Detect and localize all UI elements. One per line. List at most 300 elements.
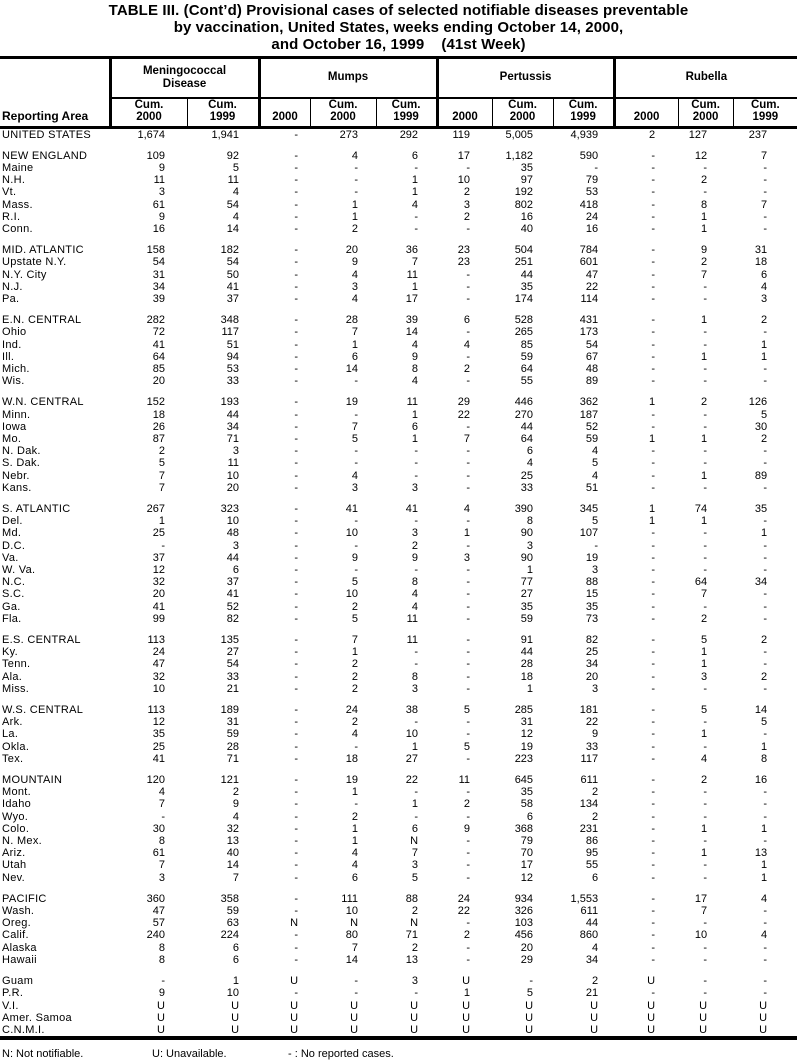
value-cell: 2 (411, 539, 419, 552)
value-cell: 34 (226, 420, 240, 433)
table-row (0, 1000, 797, 1012)
table-row (0, 613, 797, 625)
value-cell: - (651, 798, 656, 811)
value-cell: 31 (152, 268, 165, 281)
value-cell: 418 (579, 198, 599, 211)
value-cell: 2 (760, 314, 768, 327)
value-cell: - (294, 704, 299, 717)
value-cell: U (350, 1011, 359, 1024)
group-label-line: Disease (162, 77, 207, 90)
value-cell: - (294, 326, 299, 339)
value-cell: 64 (520, 362, 534, 375)
table-row (0, 954, 797, 966)
value-cell: U (590, 1023, 599, 1036)
value-cell: - (294, 810, 299, 823)
value-cell: - (466, 515, 471, 528)
value-cell: U (231, 999, 240, 1012)
value-cell: 44 (226, 551, 240, 564)
value-cell: 51 (585, 481, 599, 494)
table-row (0, 199, 797, 211)
value-cell: - (651, 670, 656, 683)
value-cell: 1 (526, 682, 534, 695)
value-cell: 4 (463, 502, 471, 515)
value-cell: - (294, 174, 299, 187)
value-cell: - (466, 716, 471, 729)
value-cell: - (294, 350, 299, 363)
value-cell: 36 (405, 244, 419, 257)
value-cell: - (763, 600, 768, 613)
value-cell: 189 (220, 704, 240, 717)
table-row (0, 601, 797, 613)
value-cell: 33 (226, 375, 240, 388)
value-cell: 1 (648, 432, 656, 445)
value-cell: 6 (351, 871, 359, 884)
value-cell: 54 (152, 256, 165, 269)
value-cell: 67 (585, 350, 599, 363)
value-cell: 4 (463, 338, 471, 351)
value-cell: 41 (152, 600, 165, 613)
value-cell: 29 (457, 396, 471, 409)
table-row (0, 1012, 797, 1024)
table-row (0, 893, 797, 905)
table-row (0, 256, 797, 268)
table-row (0, 552, 797, 564)
value-cell: 3 (158, 871, 165, 884)
col-label-line: 2000 (272, 111, 298, 123)
group-header-rubella (614, 58, 797, 98)
value-cell: 4 (351, 292, 359, 305)
value-cell: 95 (585, 847, 599, 860)
value-cell: 6 (591, 871, 599, 884)
value-cell: U (647, 999, 656, 1012)
value-cell: 3 (411, 859, 419, 872)
value-cell: N (410, 917, 419, 930)
reporting-area-cell: Nev. (2, 871, 26, 884)
table-row (0, 847, 797, 859)
value-cell: 52 (226, 600, 240, 613)
value-cell: - (703, 445, 708, 458)
reporting-area-cell: PACIFIC (2, 892, 47, 905)
value-cell: 6 (526, 810, 534, 823)
value-cell: 4 (411, 375, 419, 388)
value-cell: - (651, 953, 656, 966)
value-cell: - (294, 786, 299, 799)
value-cell: 44 (585, 917, 599, 930)
value-cell: - (294, 658, 299, 671)
value-cell: 5 (351, 576, 359, 589)
value-cell: 5 (700, 634, 708, 647)
value-cell: 390 (514, 502, 534, 515)
value-cell: - (703, 835, 708, 848)
value-cell: 9 (232, 798, 240, 811)
value-cell: 12 (152, 564, 165, 576)
value-cell: - (294, 432, 299, 445)
value-cell: 2 (351, 682, 359, 695)
value-cell: - (294, 929, 299, 942)
value-cell: 2 (700, 774, 708, 787)
value-cell: - (294, 280, 299, 293)
reporting-area-cell: Colo. (2, 822, 30, 835)
value-cell: 2 (232, 786, 240, 799)
value-cell: 51 (226, 338, 240, 351)
section-gap (0, 141, 797, 150)
value-cell: 1,674 (137, 128, 165, 141)
reporting-area-cell: D.C. (2, 539, 26, 552)
value-cell: 8 (411, 362, 419, 375)
value-cell: - (703, 362, 708, 375)
footnotes (0, 1048, 797, 1062)
col-label-line: Cum. (134, 98, 164, 111)
value-cell: 35 (585, 600, 599, 613)
value-cell: - (651, 375, 656, 388)
value-cell: 12 (694, 149, 708, 162)
col-label-line: 2000 (509, 111, 536, 123)
value-cell: - (466, 634, 471, 647)
value-cell: 802 (514, 198, 534, 211)
value-cell: 82 (585, 634, 599, 647)
value-cell: 27 (405, 752, 419, 765)
reporting-area-cell: Mich. (2, 362, 30, 375)
reporting-area-cell: W.N. CENTRAL (2, 396, 84, 409)
table-row (0, 244, 797, 256)
value-cell: 4 (232, 186, 240, 199)
value-cell: 8 (411, 576, 419, 589)
value-cell: - (466, 564, 471, 576)
value-cell: - (651, 917, 656, 930)
table-row (0, 375, 797, 387)
reporting-area-cell: Ind. (2, 338, 22, 351)
value-cell: - (294, 716, 299, 729)
value-cell: 1 (648, 396, 656, 409)
value-cell: 22 (457, 408, 471, 421)
value-cell: 2 (591, 786, 599, 799)
reporting-area-cell: Tenn. (2, 658, 31, 671)
value-cell: 14 (345, 362, 359, 375)
col-header-pertussis-cum-1999 (553, 98, 614, 128)
value-cell: 1,941 (211, 128, 240, 141)
col-header-men-cum-1999 (187, 98, 259, 128)
value-cell: 5 (526, 987, 534, 1000)
value-cell: 5 (591, 457, 599, 470)
table-row (0, 786, 797, 798)
table-row (0, 269, 797, 281)
value-cell: 5 (463, 740, 471, 753)
value-cell: 11 (227, 457, 240, 470)
value-cell: 44 (520, 646, 534, 659)
value-cell: 2 (463, 186, 471, 199)
footnote-not-notifiable: N: Not notifiable. (2, 1048, 84, 1060)
value-cell: - (466, 326, 471, 339)
value-cell: 5 (411, 871, 419, 884)
value-cell: 7 (158, 859, 165, 872)
value-cell: - (294, 847, 299, 860)
value-cell: - (294, 527, 299, 540)
reporting-area-cell: Calif. (2, 929, 29, 942)
value-cell: 22 (457, 905, 471, 918)
value-cell: 61 (152, 847, 165, 860)
value-cell: 35 (520, 786, 534, 799)
value-cell: - (414, 222, 419, 235)
value-cell: - (703, 420, 708, 433)
value-cell: 6 (232, 564, 240, 576)
table-row (0, 281, 797, 293)
value-cell: 39 (152, 292, 165, 305)
group-header-mumps (259, 58, 437, 98)
section-gap-cell (0, 387, 797, 396)
value-cell: - (294, 210, 299, 223)
value-cell: 90 (520, 527, 534, 540)
value-cell: - (466, 161, 471, 174)
table-row (0, 658, 797, 670)
value-cell: 2 (700, 256, 708, 269)
value-cell: 12 (520, 728, 534, 741)
value-cell: 20 (152, 588, 165, 601)
title-line-3: and October 16, 1999 (41st Week) (271, 36, 526, 53)
value-cell: 30 (754, 420, 768, 433)
value-cell: - (703, 740, 708, 753)
reporting-area-cell: Conn. (2, 222, 33, 235)
value-cell: 44 (226, 408, 240, 421)
value-cell: 7 (232, 871, 240, 884)
table-row (0, 975, 797, 987)
value-cell: 22 (585, 280, 599, 293)
value-cell: 59 (585, 432, 599, 445)
value-cell: - (763, 728, 768, 741)
value-cell: - (651, 408, 656, 421)
value-cell: - (763, 539, 768, 552)
value-cell: 3 (411, 481, 419, 494)
value-cell: - (651, 658, 656, 671)
value-cell: U (699, 1023, 708, 1036)
value-cell: - (763, 222, 768, 235)
value-cell: 1 (463, 987, 471, 1000)
reporting-area-cell: Pa. (2, 292, 20, 305)
value-cell: 7 (351, 941, 359, 954)
value-cell: - (466, 941, 471, 954)
reporting-area-cell: Idaho (2, 798, 32, 811)
value-cell: 20 (226, 481, 240, 494)
value-cell: - (466, 457, 471, 470)
value-cell: - (294, 576, 299, 589)
value-cell: 80 (345, 929, 359, 942)
value-cell: - (651, 350, 656, 363)
value-cell: 18 (754, 256, 768, 269)
value-cell: 16 (152, 222, 165, 235)
value-cell: 1 (411, 432, 419, 445)
value-cell: 103 (514, 917, 534, 930)
value-cell: - (703, 716, 708, 729)
value-cell: - (414, 210, 419, 223)
section-gap (0, 625, 797, 634)
value-cell: 3 (351, 280, 359, 293)
value-cell: U (699, 1011, 708, 1024)
reporting-area-cell: N.Y. City (2, 268, 47, 281)
value-cell: - (651, 457, 656, 470)
value-cell: 323 (220, 502, 240, 515)
value-cell: 292 (399, 128, 419, 141)
value-cell: 22 (405, 774, 419, 787)
value-cell: 10 (694, 929, 708, 942)
value-cell: 11 (406, 268, 419, 281)
value-cell: - (763, 174, 768, 187)
reporting-area-cell: Vt. (2, 186, 17, 199)
value-cell: 3 (463, 198, 471, 211)
value-cell: - (294, 551, 299, 564)
value-cell: - (651, 539, 656, 552)
value-cell: 3 (526, 539, 534, 552)
value-cell: 267 (146, 502, 165, 515)
value-cell: 120 (146, 774, 165, 787)
table-row (0, 728, 797, 740)
value-cell: 33 (585, 740, 599, 753)
table-row (0, 811, 797, 823)
reporting-area-cell: NEW ENGLAND (2, 149, 88, 162)
table-row (0, 823, 797, 835)
value-cell: 17 (457, 149, 471, 162)
value-cell: 64 (152, 350, 165, 363)
value-cell: - (703, 338, 708, 351)
value-cell: - (651, 600, 656, 613)
value-cell: 11 (406, 634, 419, 647)
value-cell: U (410, 999, 419, 1012)
value-cell: - (763, 987, 768, 1000)
value-cell: 52 (585, 420, 599, 433)
value-cell: - (354, 375, 359, 388)
value-cell: - (161, 810, 165, 823)
table-row (0, 929, 797, 941)
value-cell: 6 (232, 941, 240, 954)
value-cell: - (763, 210, 768, 223)
value-cell: - (703, 798, 708, 811)
value-cell: 240 (146, 929, 165, 942)
value-cell: 9 (700, 244, 708, 257)
value-cell: - (414, 810, 419, 823)
value-cell: - (651, 871, 656, 884)
value-cell: 117 (580, 752, 599, 765)
value-cell: - (651, 704, 656, 717)
group-label-line: Mumps (327, 71, 369, 84)
value-cell: 16 (520, 210, 534, 223)
col-header-rubella-cum-1999 (733, 98, 797, 128)
table-row (0, 421, 797, 433)
value-cell: - (354, 798, 359, 811)
footnote-unavailable: U: Unavailable. (152, 1048, 227, 1060)
value-cell: 23 (457, 244, 471, 257)
value-cell: 3 (158, 186, 165, 199)
value-cell: 31 (226, 716, 240, 729)
value-cell: 4 (351, 728, 359, 741)
value-cell: 54 (585, 338, 599, 351)
value-cell: 1 (648, 502, 656, 515)
value-cell: - (294, 564, 299, 576)
value-cell: 6 (411, 149, 419, 162)
reporting-area-cell: W.S. CENTRAL (2, 704, 84, 717)
col-label-line: 2000 (633, 111, 660, 123)
table-row (0, 482, 797, 494)
reporting-area-cell: Ga. (2, 600, 21, 613)
value-cell: - (651, 527, 656, 540)
value-cell: U (462, 1023, 471, 1036)
value-cell: 5 (232, 161, 240, 174)
reporting-area-cell: N. Dak. (2, 445, 41, 458)
reporting-area-cell: Nebr. (2, 469, 30, 482)
value-cell: 345 (579, 502, 599, 515)
table-row (0, 503, 797, 515)
value-cell: - (703, 481, 708, 494)
value-cell: 47 (152, 658, 165, 671)
col-header-mumps-cum-2000 (310, 98, 376, 128)
sub-header-row (0, 98, 797, 128)
section-gap-cell (0, 625, 797, 634)
value-cell: - (763, 481, 768, 494)
value-cell: 59 (226, 728, 240, 741)
value-cell: 193 (220, 396, 240, 409)
reporting-area-cell: MOUNTAIN (2, 774, 63, 787)
value-cell: - (466, 539, 471, 552)
value-cell: 20 (152, 375, 165, 388)
table-row (0, 1024, 797, 1038)
value-cell: - (294, 408, 299, 421)
value-cell: 26 (152, 420, 165, 433)
value-cell: - (294, 128, 299, 141)
value-cell: 282 (146, 314, 165, 327)
value-cell: 79 (585, 174, 599, 187)
value-cell: 22 (585, 716, 599, 729)
value-cell: 7 (158, 481, 165, 494)
value-cell: - (354, 186, 359, 199)
value-cell: 1 (411, 798, 419, 811)
value-cell: 12 (152, 716, 165, 729)
value-cell: - (294, 222, 299, 235)
value-cell: U (350, 999, 359, 1012)
value-cell: - (414, 161, 419, 174)
value-cell: - (651, 326, 656, 339)
value-cell: 4 (411, 338, 419, 351)
value-cell: U (647, 1023, 656, 1036)
value-cell: 5 (591, 515, 599, 528)
value-cell: 31 (520, 716, 534, 729)
value-cell: 8 (158, 953, 165, 966)
reporting-area-cell: MID. ATLANTIC (2, 244, 84, 257)
col-header-men-cum-2000 (110, 98, 187, 128)
value-cell: 135 (220, 634, 240, 647)
group-header-row (0, 58, 797, 98)
value-cell: 1 (700, 728, 708, 741)
col-label-line: 1999 (752, 111, 779, 123)
value-cell: - (763, 646, 768, 659)
value-cell: - (703, 953, 708, 966)
value-cell: 1 (351, 338, 359, 351)
table-row (0, 409, 797, 421)
value-cell: 1 (700, 314, 708, 327)
value-cell: - (161, 539, 165, 552)
value-cell: 87 (152, 432, 165, 445)
value-cell: - (763, 917, 768, 930)
value-cell: 39 (405, 314, 419, 327)
col-label-line: 2000 (136, 111, 162, 123)
value-cell: 5 (760, 716, 768, 729)
reporting-area-cell: Fla. (2, 612, 22, 625)
value-cell: - (703, 551, 708, 564)
section-gap (0, 305, 797, 314)
value-cell: 590 (579, 149, 599, 162)
value-cell: 119 (452, 128, 471, 141)
value-cell: - (294, 600, 299, 613)
reporting-area-cell: W. Va. (2, 564, 36, 576)
table-row (0, 351, 797, 363)
value-cell: - (466, 576, 471, 589)
value-cell: 41 (405, 502, 419, 515)
